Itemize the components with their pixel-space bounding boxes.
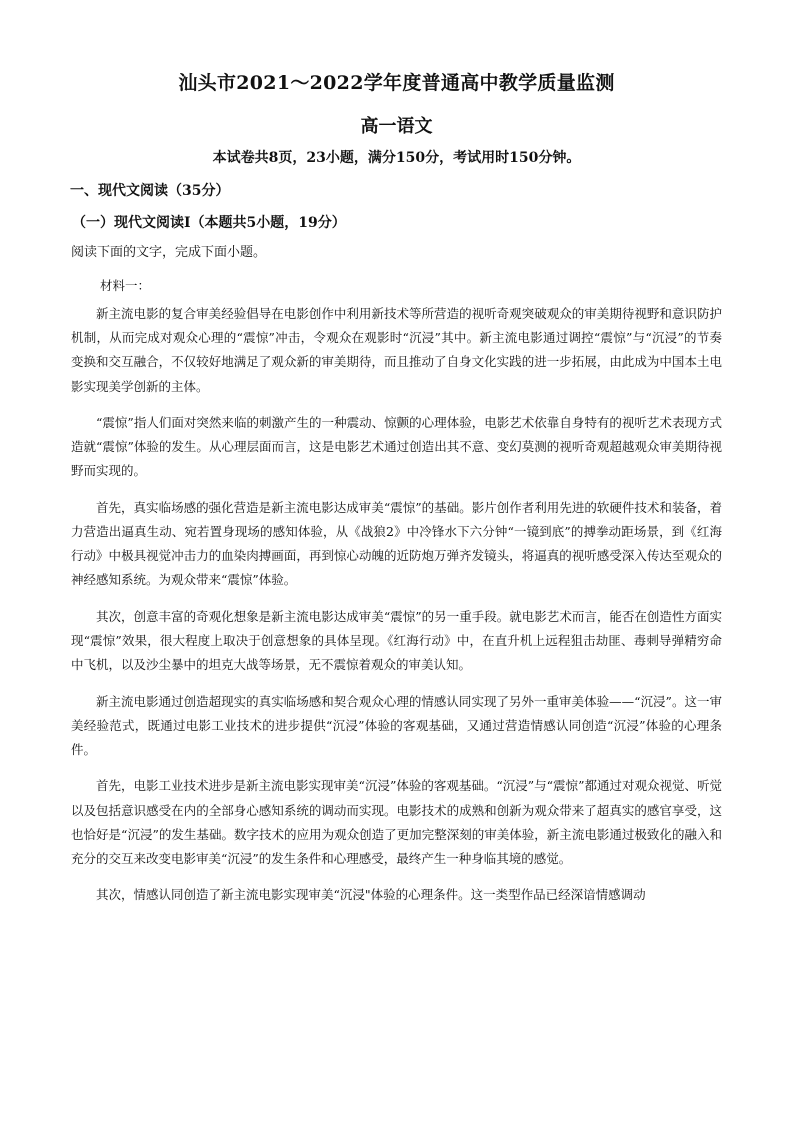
passage-paragraph: 新主流电影的复合审美经验倡导在电影创作中利用新技术等所营造的视听奇观突破观众的审美期待视野和意识防护机制，从而完成对观众心理的“震惊”冲击，令观众在观影时“沉浸”其中。新主流电影通过调控“震惊”与“沉浸”的节奏变换和交互融合，不仅较好地满足了观众新的审美期待，而且推动了自身文化实践的进一步拓展，由此成为中国本土电影实现美学创新的主体。 [71, 306, 722, 394]
subject-title: 高一语文 [360, 116, 433, 137]
reading-passage [71, 302, 722, 920]
exam-title: 汕头市2021～2022学年度普通高中教学质量监测 [178, 72, 615, 94]
section-heading-sub-one: （一）现代文阅读Ⅰ（本题共5小题，19分） [72, 215, 346, 231]
section-heading-part-one: 一、现代文阅读（35分） [70, 183, 230, 199]
material-label: 材料一： [100, 278, 151, 293]
passage-paragraph: 其次，创意丰富的奇观化想象是新主流电影达成审美“震惊”的另一重手段。就电影艺术而言，能否在创造性方面实现“震惊”效果，很大程度上取决于创意想象的具体呈现。《红海行动》中，在直升机上远程狙击劫匪、毒刺导弹精穷命中飞机，以及沙尘暴中的坦克大战等场景，无不震惊着观众的审美认知。 [71, 608, 722, 673]
passage-paragraph: 首先，真实临场感的强化营造是新主流电影达成审美“震惊”的基础。影片创作者利用先进的软硬件技术和装备，着力营造出逼真生动、宛若置身现场的感知体验，从《战狼2》中冷锋水下六分钟“一镜到底”的搏拳动距场景，到《红海行动》中极具视觉冲击力的血染肉搏画面，再到惊心动魄的近防炮万弹齐发镜头，将逼真的视听感受深入传达至观众的神经感知系统。为观众带来“震惊”体验。 [71, 499, 722, 588]
passage-paragraph: 其次，情感认同创造了新主流电影实现审美“沉浸"体验的心理条件。这一类型作品已经深谙情感调动 [96, 887, 646, 903]
passage-paragraph: “震惊”指人们面对突然来临的刺激产生的一种震动、惊颤的心理体验，电影艺术依靠自身特有的视听艺术表现方式造就“震惊”体验的发生。从心理层面而言，这是电影艺术通过创造出其不意、变幻莫测的视听奇观超越观众审美期待视野而实现的。 [71, 415, 722, 479]
reading-instruction: 阅读下面的文字，完成下面小题。 [71, 245, 267, 260]
exam-info: 本试卷共8页，23小题，满分150分，考试用时150分钟。 [212, 150, 581, 166]
passage-paragraph: 新主流电影通过创造超现实的真实临场感和契合观众心理的情感认同实现了另外一重审美体验——“沉浸”。这一审美经验范式，既通过电影工业技术的进步提供“沉浸”体验的客观基础，又通过营造情感认同创造“沉浸”体验的心理条件。 [71, 693, 722, 757]
passage-paragraph: 首先，电影工业技术进步是新主流电影实现审美“沉浸”体验的客观基础。“沉浸”与“震惊”都通过对观众视觉、听觉以及包括意识感受在内的全部身心感知系统的调动而实现。电影技术的成熟和创新为观众带来了超真实的感官享受，这也恰好是“沉浸”的发生基础。数字技术的应用为观众创造了更加完整深刻的审美体验，新主流电影通过极致化的融入和充分的交互来改变电影审美“沉浸”的发生条件和心理感受，最终产生一种身临其境的感觉。 [71, 778, 722, 866]
